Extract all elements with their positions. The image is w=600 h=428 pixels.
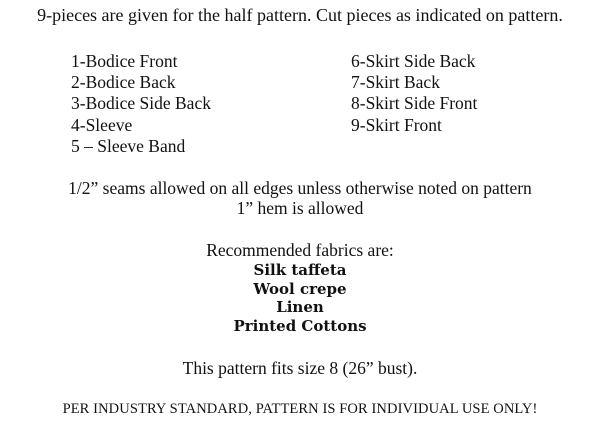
hem-allowance-line: 1” hem is allowed: [236, 198, 364, 218]
pieces-column-left: [71, 51, 211, 157]
piece-item: 2-Bodice Back: [71, 72, 176, 93]
seam-allowance-line: 1/2” seams allowed on all edges unless otherwise noted on pattern: [68, 178, 532, 198]
fabrics-list: [0, 261, 600, 335]
pieces-column-right: [351, 51, 477, 136]
fabric-item: Linen: [276, 298, 324, 317]
fabric-item: Wool crepe: [253, 279, 347, 298]
fabric-item: Printed Cottons: [233, 316, 367, 335]
usage-notice: PER INDUSTRY STANDARD, PATTERN IS FOR INDIVIDUAL USE ONLY!: [62, 401, 538, 417]
piece-item: 3-Bodice Side Back: [71, 93, 211, 114]
intro-text: 9-pieces are given for the half pattern. Cut pieces as indicated on pattern.: [37, 5, 563, 25]
piece-item: 4-Sleeve: [71, 114, 133, 135]
piece-item: 1-Bodice Front: [71, 51, 178, 71]
seam-allowance-note: [0, 178, 600, 218]
piece-item: 6-Skirt Side Back: [351, 51, 476, 71]
piece-item: 8-Skirt Side Front: [351, 93, 478, 114]
fabrics-heading: Recommended fabrics are:: [206, 240, 394, 260]
fabric-item: Silk taffeta: [253, 261, 347, 279]
piece-item: 7-Skirt Back: [351, 72, 440, 93]
size-fit-note: This pattern fits size 8 (26” bust).: [182, 358, 418, 378]
piece-item: 9-Skirt Front: [351, 114, 442, 135]
piece-item: 5 – Sleeve Band: [71, 135, 186, 156]
